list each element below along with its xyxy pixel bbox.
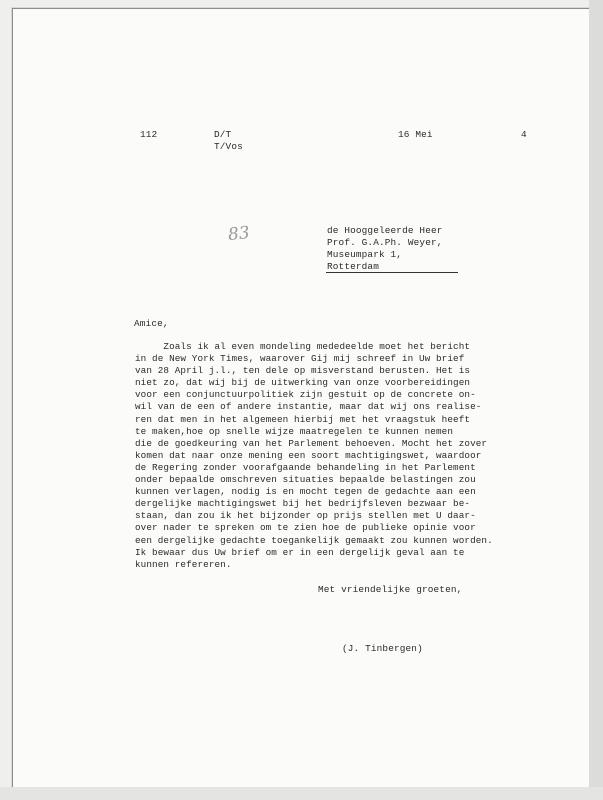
signature: (J. Tinbergen) bbox=[342, 643, 423, 654]
pencil-annotation: 83 bbox=[227, 222, 251, 246]
address-underline bbox=[326, 272, 458, 273]
recipient-line-1: de Hooggeleerde Heer bbox=[327, 225, 443, 236]
body-line: kunnen verlagen, nodig is en mocht tegen de gedachte aan een bbox=[135, 486, 476, 498]
recipient-line-4: Rotterdam bbox=[327, 261, 379, 272]
page-number: 4 bbox=[521, 129, 527, 140]
reference-number: 112 bbox=[140, 129, 158, 140]
body-line: komen dat naar onze mening een soort machtigingswet, waardoor bbox=[135, 449, 482, 461]
body-line: de Regering zonder voorafgaande behandeling in het Parlement bbox=[135, 461, 476, 473]
body-line: Ik bewaar dus Uw brief om er in een dergelijk geval aan te bbox=[135, 546, 465, 558]
initials-1: D/T bbox=[214, 129, 232, 140]
body-line: kunnen refereren. bbox=[135, 558, 232, 570]
letter-body bbox=[135, 341, 515, 571]
body-line: niet zo, dat wij bij de uitwerking van onze voorbereidingen bbox=[135, 377, 471, 389]
scan-border-bottom bbox=[0, 787, 603, 800]
body-line: ren dat men in het algemeen hierbij met het vraagstuk heeft bbox=[135, 413, 471, 425]
body-line: over nader te spreken om te zien hoe de publieke opinie voor bbox=[135, 522, 476, 534]
letter-date: 16 Mei bbox=[398, 129, 433, 140]
initials-2: T/Vos bbox=[214, 141, 243, 152]
body-line: in de New York Times, waarover Gij mij schreef in Uw brief bbox=[135, 353, 465, 365]
scan-border-right bbox=[589, 0, 603, 800]
recipient-line-2: Prof. G.A.Ph. Weyer, bbox=[327, 237, 443, 248]
body-line: wil van de een of andere instantie, maar dat wij ons realise- bbox=[135, 401, 482, 413]
recipient-line-3: Museumpark 1, bbox=[327, 249, 403, 260]
body-line: een dergelijke gedachte toegankelijk gemaakt zou kunnen worden. bbox=[135, 534, 493, 546]
body-line: van 28 April j.l., ten dele op misverstand berusten. Het is bbox=[135, 365, 471, 377]
body-line: te maken,hoe op snelle wijze maatregelen te kunnen nemen bbox=[135, 425, 454, 437]
salutation: Amice, bbox=[134, 318, 169, 329]
body-line: onder bepaalde omschreven situaties bepaalde belastingen zou bbox=[135, 474, 476, 486]
body-line: staan, dan zou ik het bijzonder op prijs stellen met U daar- bbox=[135, 510, 476, 522]
body-line: Zoals ik al even mondeling mededeelde moet het bericht bbox=[135, 341, 471, 352]
body-line: die de goedkeuring van het Parlement behoeven. Mocht het zover bbox=[135, 437, 488, 449]
body-line: dergelijke machtigingswet bij het bedrijfsleven bezwaar be- bbox=[135, 498, 471, 510]
closing: Met vriendelijke groeten, bbox=[318, 584, 463, 595]
body-line: voor een conjunctuurpolitiek zijn gestuit op de concrete on- bbox=[135, 389, 476, 401]
